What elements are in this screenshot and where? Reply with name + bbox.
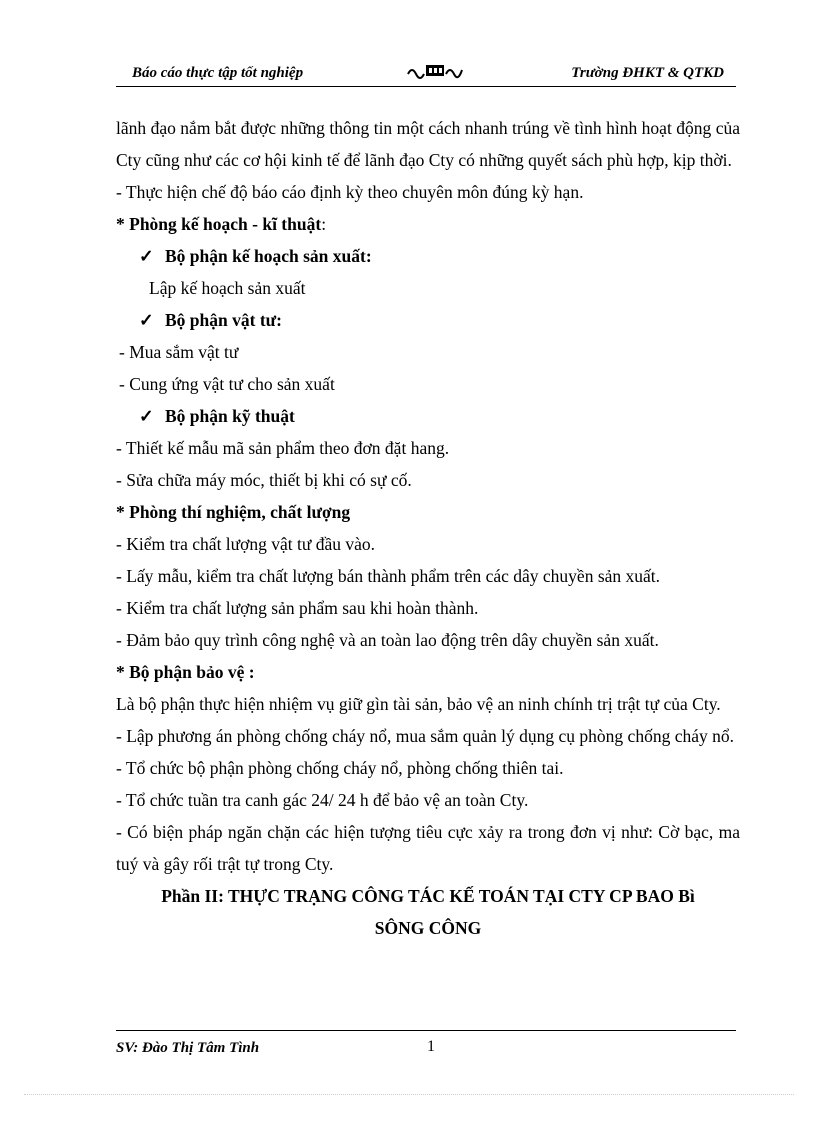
paragraph-prevention: - Có biện pháp ngăn chặn các hiện tượng tiêu cực xảy ra trong đơn vị như: Cờ bạc, ma tuý và gây rối trật tự trong Cty. — [116, 822, 740, 874]
sub-title: Bộ phận vật tư: — [165, 310, 282, 330]
sub-materials — [116, 304, 740, 336]
paragraph-patrol: - Tổ chức tuần tra canh gác 24/ 24 h để bảo vệ an toàn Cty. — [116, 790, 529, 810]
section-planning-technical — [116, 208, 740, 240]
paragraph-supply: - Cung ứng vật tư cho sản xuất — [119, 374, 335, 394]
header-report-title: Báo cáo thực tập tốt nghiệp — [132, 65, 304, 81]
sub-production-planning — [116, 240, 740, 272]
chapter-heading — [116, 880, 740, 944]
sub-title: Bộ phận kế hoạch sản xuất: — [165, 246, 372, 266]
paragraph-repair: - Sửa chữa máy móc, thiết bị khi có sự cố. — [116, 470, 412, 490]
header-ornament-icon — [406, 62, 466, 85]
paragraph-report: - Thực hiện chế độ báo cáo định kỳ theo chuyên môn đúng kỳ hạn. — [116, 182, 584, 202]
document-body — [116, 112, 740, 962]
chapter-heading-line2: SÔNG CÔNG — [374, 918, 482, 938]
section-lab-quality: * Phòng thí nghiệm, chất lượng — [116, 502, 351, 522]
paragraph-fire-org: - Tổ chức bộ phận phòng chống cháy nổ, phòng chống thiên tai. — [116, 758, 564, 778]
paragraph-security-role: Là bộ phận thực hiện nhiệm vụ giữ gìn tài sản, bảo vệ an ninh chính trị trật tự của Cty. — [116, 694, 721, 714]
header-school-name: Trường ĐHKT & QTKD — [571, 65, 724, 81]
paragraph-sampling: - Lấy mẫu, kiểm tra chất lượng bán thành phẩm trên các dây chuyền sản xuất. — [116, 566, 661, 586]
checkmark-icon: ✓ — [139, 246, 154, 266]
footer-divider — [116, 1030, 736, 1031]
page-number: 1 — [427, 1038, 435, 1055]
paragraph-purchase: - Mua sắm vật tư — [119, 342, 239, 362]
page-header — [116, 60, 736, 87]
paragraph-check-input: - Kiểm tra chất lượng vật tư đầu vào. — [116, 534, 376, 554]
checkmark-icon: ✓ — [139, 310, 154, 330]
paragraph-fire-plan: - Lập phương án phòng chống cháy nổ, mua sắm quản lý dụng cụ phòng chống cháy nổ. — [116, 726, 734, 746]
paragraph-intro: lãnh đạo nắm bắt được những thông tin một cách nhanh trúng về tình hình hoạt động của Cty cũng như các cơ hội kinh tế để lãnh đạo Cty có những quyết sách phù hợp, kịp thời. — [116, 118, 740, 170]
section-colon: : — [321, 214, 327, 234]
paragraph-check-final: - Kiểm tra chất lượng sản phẩm sau khi hoàn thành. — [116, 598, 479, 618]
page-bottom-border — [24, 1094, 794, 1095]
paragraph-process-safety: - Đảm bảo quy trình công nghệ và an toàn lao động trên dây chuyền sản xuất. — [116, 630, 659, 650]
chapter-heading-line1: Phần II: THỰC TRẠNG CÔNG TÁC KẾ TOÁN TẠI CTY CP BAO Bì — [161, 886, 695, 906]
footer-student-name: SV: Đào Thị Tâm Tình — [116, 1040, 260, 1056]
checkmark-icon: ✓ — [139, 406, 154, 426]
sub-title: Bộ phận kỹ thuật — [165, 406, 295, 426]
paragraph-plan: Lập kế hoạch sản xuất — [149, 278, 306, 298]
sub-technical — [116, 400, 740, 432]
paragraph-design: - Thiết kế mẫu mã sản phẩm theo đơn đặt hang. — [116, 438, 450, 458]
section-title: * Phòng kế hoạch - kĩ thuật — [116, 214, 322, 234]
section-security: * Bộ phận bảo vệ : — [116, 662, 255, 682]
ornament-icon — [406, 62, 466, 80]
